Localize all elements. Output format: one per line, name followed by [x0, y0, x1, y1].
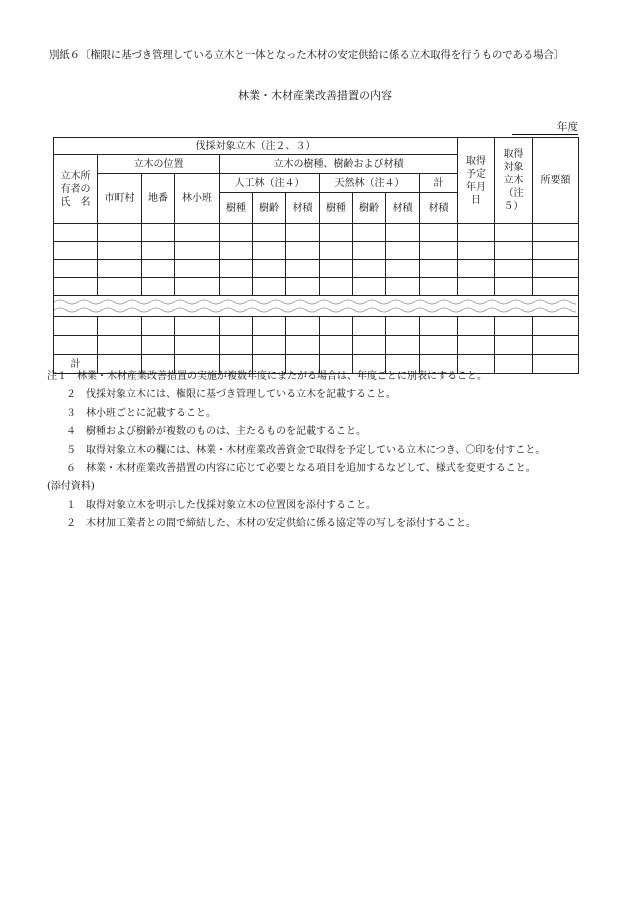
- notes-section: [47, 368, 545, 534]
- note-item: ４ 樹種および樹齢が複数のものは、主たるものを記載すること。: [66, 426, 366, 438]
- document-title: 林業・木材産業改善措置の内容: [238, 89, 392, 102]
- note-item: ３ 林小班ごとに記載すること。: [66, 407, 216, 419]
- header-natural-forest: 天然林（注４）: [320, 174, 420, 193]
- table-row: [54, 317, 579, 336]
- measures-table: [53, 137, 579, 374]
- table-row: [54, 224, 579, 242]
- total-row-label: 計: [54, 355, 98, 374]
- header-required-cost: 所要額: [533, 138, 579, 224]
- header-harvest-target: 伐採対象立木（注２、３）: [54, 138, 458, 155]
- table-row: [54, 278, 579, 296]
- wavy-break-lines: [54, 296, 576, 316]
- note-item: 注１ 林業・木材産業改善措置の実施が複数年度にまたがる場合は、年度ごとに別表にすること。: [47, 371, 487, 382]
- header-species-age-volume: 立木の樹種、樹齢および材積: [220, 155, 458, 174]
- table-row: [54, 336, 579, 355]
- break-marker: [54, 296, 579, 317]
- note-item: ６ 林業・木材産業改善措置の内容に応じて必要となる項目を追加するなどして、様式を変更すること。: [66, 463, 536, 475]
- attachment-item: ２ 木材加工業者との間で締結した、木材の安定供給に係る協定等の写しを添付すること。: [66, 518, 476, 530]
- form-heading: 別紙６〔権限に基づき管理している立木と一体となった木材の安定供給に係る立木取得を行うものである場合〕: [49, 49, 564, 61]
- header-species: 樹種: [320, 193, 353, 224]
- header-volume: 材積: [286, 193, 320, 224]
- header-age: 樹齢: [253, 193, 286, 224]
- header-location: 立木の位置: [98, 155, 220, 174]
- table-row: [54, 242, 579, 260]
- header-volume: 材積: [386, 193, 420, 224]
- header-acquisition-target: 取得 対象 立木 （注 ５）: [495, 138, 533, 224]
- header-artificial-forest: 人工林（注４）: [220, 174, 320, 193]
- attachment-item: １ 取得対象立木を明示した伐採対象立木の位置図を添付すること。: [66, 499, 376, 511]
- note-item: ２ 伐採対象立木には、権限に基づき管理している立木を記載すること。: [66, 389, 396, 401]
- table-break: [54, 296, 579, 317]
- header-species: 樹種: [220, 193, 253, 224]
- header-total: 計: [420, 174, 458, 193]
- attachments-heading: (添付資料): [47, 481, 95, 493]
- header-forest-subcompartment: 林小班: [175, 174, 220, 224]
- table-row: [54, 260, 579, 278]
- header-municipality: 市町村: [98, 174, 142, 224]
- note-item: ５ 取得対象立木の欄には、林業・木材産業改善資金で取得を予定している立木につき、〇印を付すこと。: [66, 444, 546, 456]
- header-age: 樹齢: [353, 193, 386, 224]
- header-acquisition-date: 取得 予定 年月 日: [458, 138, 495, 224]
- header-owner-name: 立木所 有者の 氏 名: [54, 155, 98, 224]
- header-lot-number: 地番: [142, 174, 175, 224]
- year-field: 年度: [512, 120, 578, 135]
- header-volume: 材積: [420, 193, 458, 224]
